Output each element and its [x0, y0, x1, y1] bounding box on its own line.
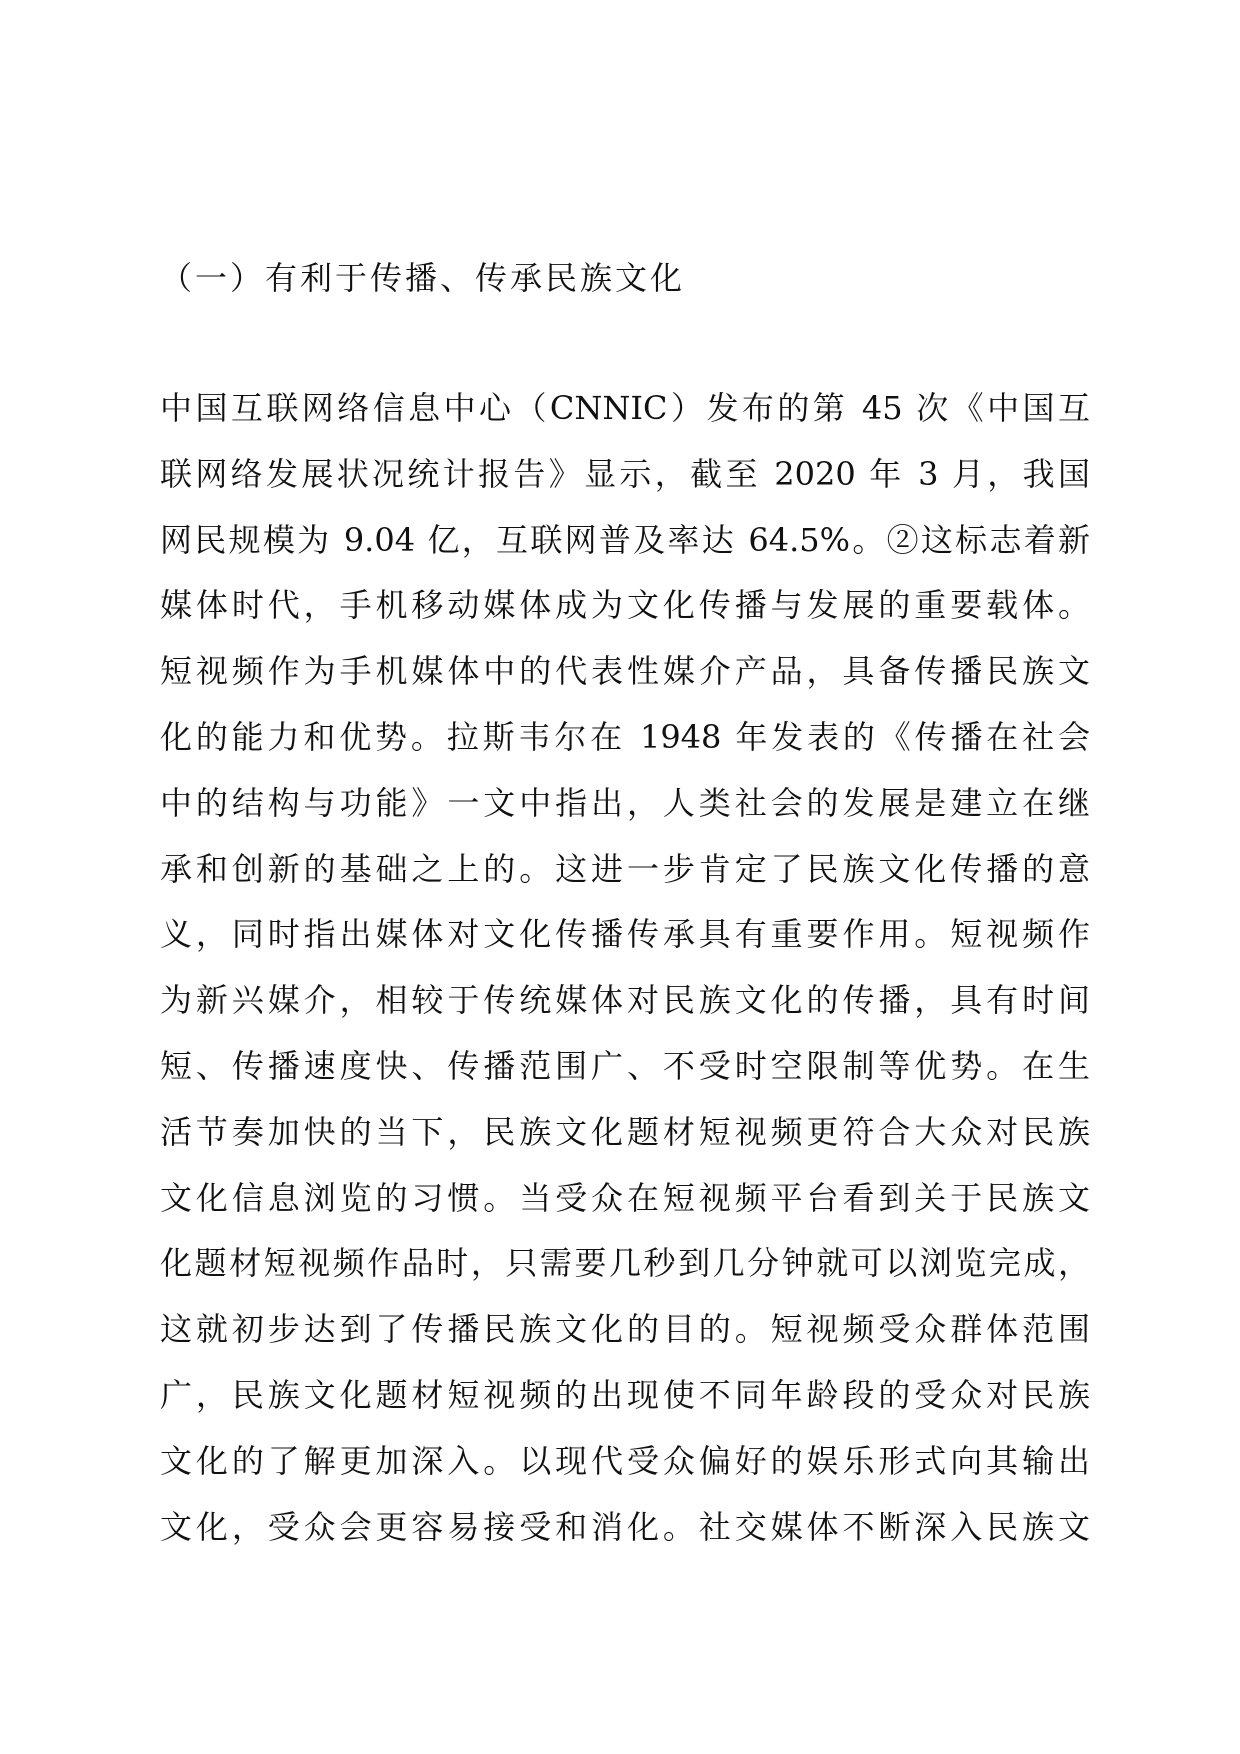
- paragraph-line: 媒体时代，手机移动媒体成为文化传播与发展的重要载体。: [160, 586, 1090, 625]
- paragraph-line: 短、传播速度快、传播范围广、不受时空限制等优势。在生: [160, 1046, 1090, 1085]
- paragraph-line: 义，同时指出媒体对文化传播传承具有重要作用。短视频作: [160, 915, 1090, 954]
- paragraph-line: 文化信息浏览的习惯。当受众在短视频平台看到关于民族文: [160, 1178, 1090, 1217]
- paragraph-line: 中国互联网络信息中心（CNNIC）发布的第 45 次《中国互: [160, 389, 1090, 427]
- paragraph-line: 这就初步达到了传播民族文化的目的。短视频受众群体范围: [160, 1310, 1090, 1349]
- paragraph-line: 为新兴媒介，相较于传统媒体对民族文化的传播，具有时间: [160, 981, 1090, 1020]
- paragraph-line: 中的结构与功能》一文中指出，人类社会的发展是建立在继: [160, 783, 1090, 822]
- paragraph-line: 短视频作为手机媒体中的代表性媒介产品，具备传播民族文: [160, 652, 1090, 691]
- paragraph-line: 网民规模为 9.04 亿，互联网普及率达 64.5%。②这标志着新: [160, 520, 1090, 559]
- paragraph-line: 文化，受众会更容易接受和消化。社交媒体不断深入民族文: [160, 1507, 1090, 1546]
- paragraph-line: 化题材短视频作品时，只需要几秒到几分钟就可以浏览完成，: [160, 1244, 1090, 1283]
- paragraph-line: 承和创新的基础之上的。这进一步肯定了民族文化传播的意: [160, 849, 1090, 888]
- paragraph-line: 化的能力和优势。拉斯韦尔在 1948 年发表的《传播在社会: [160, 717, 1090, 756]
- paragraph-line: 联网络发展状况统计报告》显示，截至 2020 年 3 月，我国: [160, 454, 1090, 493]
- paragraph-line: 活节奏加快的当下，民族文化题材短视频更符合大众对民族: [160, 1112, 1090, 1151]
- paragraph-line: 广，民族文化题材短视频的出现使不同年龄段的受众对民族: [160, 1375, 1090, 1414]
- paragraph-line: 文化的了解更加深入。以现代受众偏好的娱乐形式向其输出: [160, 1441, 1090, 1480]
- body-paragraph: [160, 376, 1090, 1560]
- section-heading: （一）有利于传播、传承民族文化: [160, 259, 686, 297]
